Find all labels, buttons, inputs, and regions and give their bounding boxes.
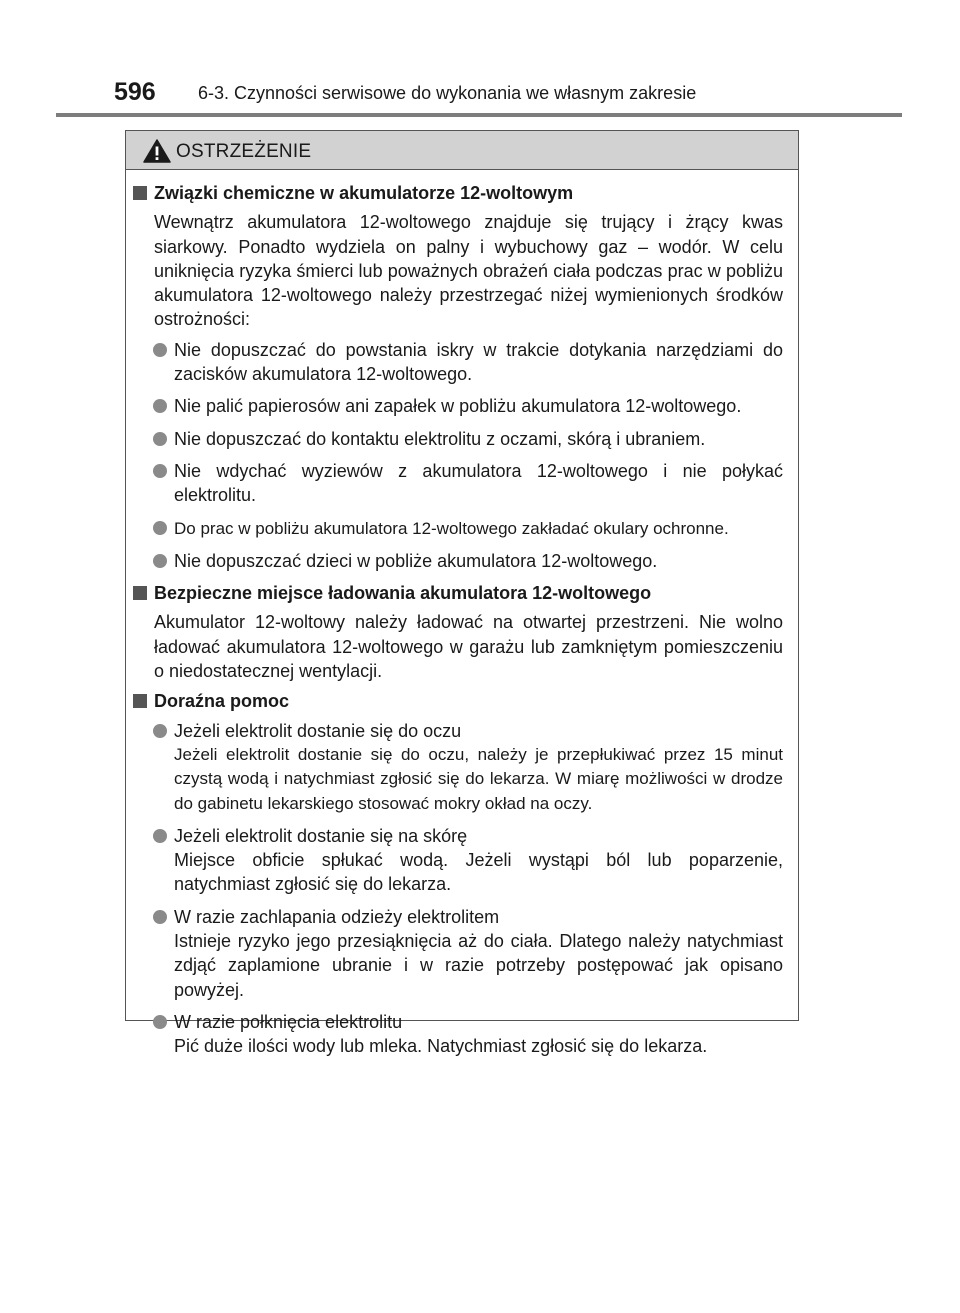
circle-bullet-icon — [153, 343, 167, 357]
circle-bullet-icon — [153, 521, 167, 535]
section-chemicals — [132, 181, 783, 573]
list-item — [132, 338, 783, 387]
section-first-aid — [132, 689, 783, 1058]
list-item — [132, 549, 783, 573]
square-bullet-icon — [133, 694, 147, 708]
list-item — [132, 905, 783, 1002]
list-item — [132, 719, 783, 816]
list-item-title: Jeżeli elektrolit dostanie się na skórę — [174, 825, 468, 846]
section-title: 6-3. Czynności serwisowe do wykonania we własnym zakresie — [198, 83, 697, 103]
list-item-text: Nie wdychać wyziewów z akumulatora 12-woltowego i nie połykać elektrolitu. — [174, 460, 783, 506]
warning-label: OSTRZEŻENIE — [176, 141, 312, 162]
list-item-title: Jeżeli elektrolit dostanie się do oczu — [174, 720, 462, 741]
list-item — [132, 516, 783, 541]
section-heading-text: Bezpieczne miejsce ładowania akumulatora 12-woltowego — [154, 583, 652, 604]
square-bullet-icon — [133, 586, 147, 600]
circle-bullet-icon — [153, 554, 167, 568]
page-header — [56, 76, 902, 110]
page-number: 596 — [114, 78, 156, 106]
warning-box — [125, 130, 799, 1057]
circle-bullet-icon — [153, 399, 167, 413]
section-heading-text: Związki chemiczne w akumulatorze 12-woltowym — [154, 183, 574, 203]
circle-bullet-icon — [153, 724, 167, 738]
circle-bullet-icon — [153, 1015, 167, 1029]
section-paragraph: Akumulator 12-woltowy należy ładować na otwartej przestrzeni. Nie wolno ładować akumulatora 12-woltowego w garażu lub zamkniętym pomieszczeniu o niedostatecznej wentylacji. — [154, 612, 783, 682]
list-item — [132, 824, 783, 897]
list-item — [132, 394, 783, 418]
list-item-detail: Jeżeli elektrolit dostanie się do oczu, należy je przepłukiwać przez 15 minut czystą wodą i natychmiast zgłosić się do lekarza. W miarę możliwości w drodze do gabinetu lekarskiego stosować mokry okład na oczy. — [174, 744, 783, 813]
list-item-text: Nie dopuszczać do kontaktu elektrolitu z oczami, skórą i ubraniem. — [174, 428, 706, 449]
list-item-title: W razie zachlapania odzieży elektrolitem — [174, 906, 500, 927]
section-heading-text: Doraźna pomoc — [154, 691, 290, 712]
list-item-text: Nie palić papierosów ani zapałek w pobliżu akumulatora 12-woltowego. — [174, 396, 742, 417]
circle-bullet-icon — [153, 464, 167, 478]
circle-bullet-icon — [153, 432, 167, 446]
list-item-text: Nie dopuszczać do powstania iskry w trakcie dotykania narzędziami do zacisków akumulatora 12-woltowego. — [174, 339, 783, 385]
list-item — [132, 427, 783, 451]
section-heading — [132, 181, 783, 205]
square-bullet-icon — [133, 186, 147, 200]
section-charging-place — [132, 581, 783, 683]
warning-header — [126, 131, 798, 170]
list-item-text: Do prac w pobliżu akumulatora 12-woltowego zakładać okulary ochronne. — [174, 518, 729, 538]
list-item-detail: Istnieje ryzyko jego przesiąknięcia aż do ciała. Dlatego należy natychmiast zdjąć zaplamione ubranie i w razie potrzeby postępować jak opisano powyżej. — [174, 931, 783, 1000]
circle-bullet-icon — [153, 829, 167, 843]
list-item-detail: Pić duże ilości wody lub mleka. Natychmiast zgłosić się do lekarza. — [174, 1036, 708, 1057]
list-item-title: W razie połknięcia elektrolitu — [174, 1011, 403, 1032]
section-paragraph: Wewnątrz akumulatora 12-woltowego znajduje się trujący i żrący kwas siarkowy. Ponadto wydziela on palny i wybuchowy gaz – wodór. W celu uniknięcia ryzyka śmierci lub poważnych obrażeń ciała podczas prac w pobliżu akumulatora 12-woltowego należy przestrzegać niżej wymienionych środków ostrożności: — [154, 212, 783, 330]
section-heading — [132, 581, 783, 605]
list-item-text: Nie dopuszczać dzieci w pobliże akumulatora 12-woltowego. — [174, 550, 658, 571]
list-item-detail: Miejsce obficie spłukać wodą. Jeżeli wystąpi ból lub poparzenie, natychmiast zgłosić się do lekarza. — [174, 850, 783, 895]
section-heading — [132, 689, 783, 713]
list-item — [132, 459, 783, 508]
warning-triangle-icon — [143, 139, 171, 163]
circle-bullet-icon — [153, 910, 167, 924]
warning-body — [126, 170, 798, 1059]
header-rule — [56, 113, 902, 117]
list-item — [132, 1010, 783, 1059]
